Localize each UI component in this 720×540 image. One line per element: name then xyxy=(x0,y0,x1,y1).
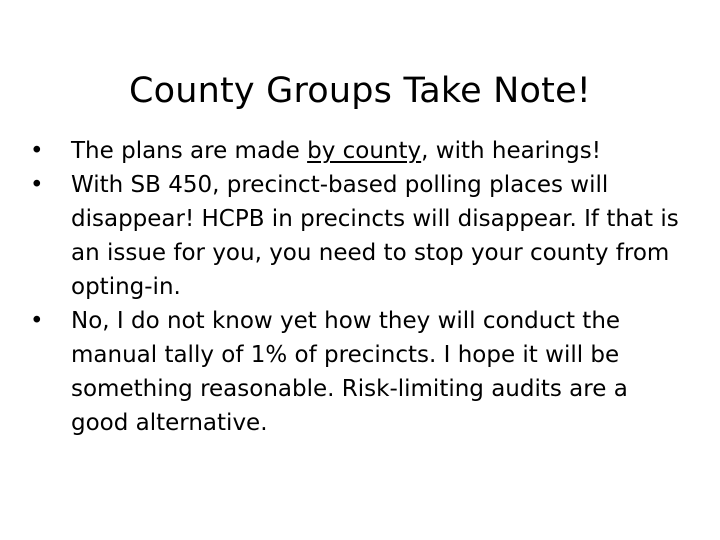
bullet-icon: • xyxy=(30,308,44,334)
bullet-text-before: The plans are made xyxy=(71,138,308,164)
bullet-item xyxy=(30,168,690,304)
bullet-text-underlined: by county xyxy=(307,138,422,164)
bullet-item xyxy=(30,134,690,168)
bullet-text-after: , with hearings! xyxy=(421,138,601,164)
bullet-list xyxy=(30,134,690,440)
bullet-text: With SB 450, precinct-based polling places will disappear! HCPB in precincts will disappear. If that is an issue for you, you need to stop your county from opting-in. xyxy=(71,172,679,300)
bullet-icon: • xyxy=(30,138,44,164)
bullet-text: No, I do not know yet how they will conduct the manual tally of 1% of precincts. I hope it will be something reasonable. Risk-limiting audits are a good alternative. xyxy=(71,308,628,436)
bullet-icon: • xyxy=(30,172,44,198)
slide-title: County Groups Take Note! xyxy=(128,71,592,112)
bullet-item xyxy=(30,304,690,440)
